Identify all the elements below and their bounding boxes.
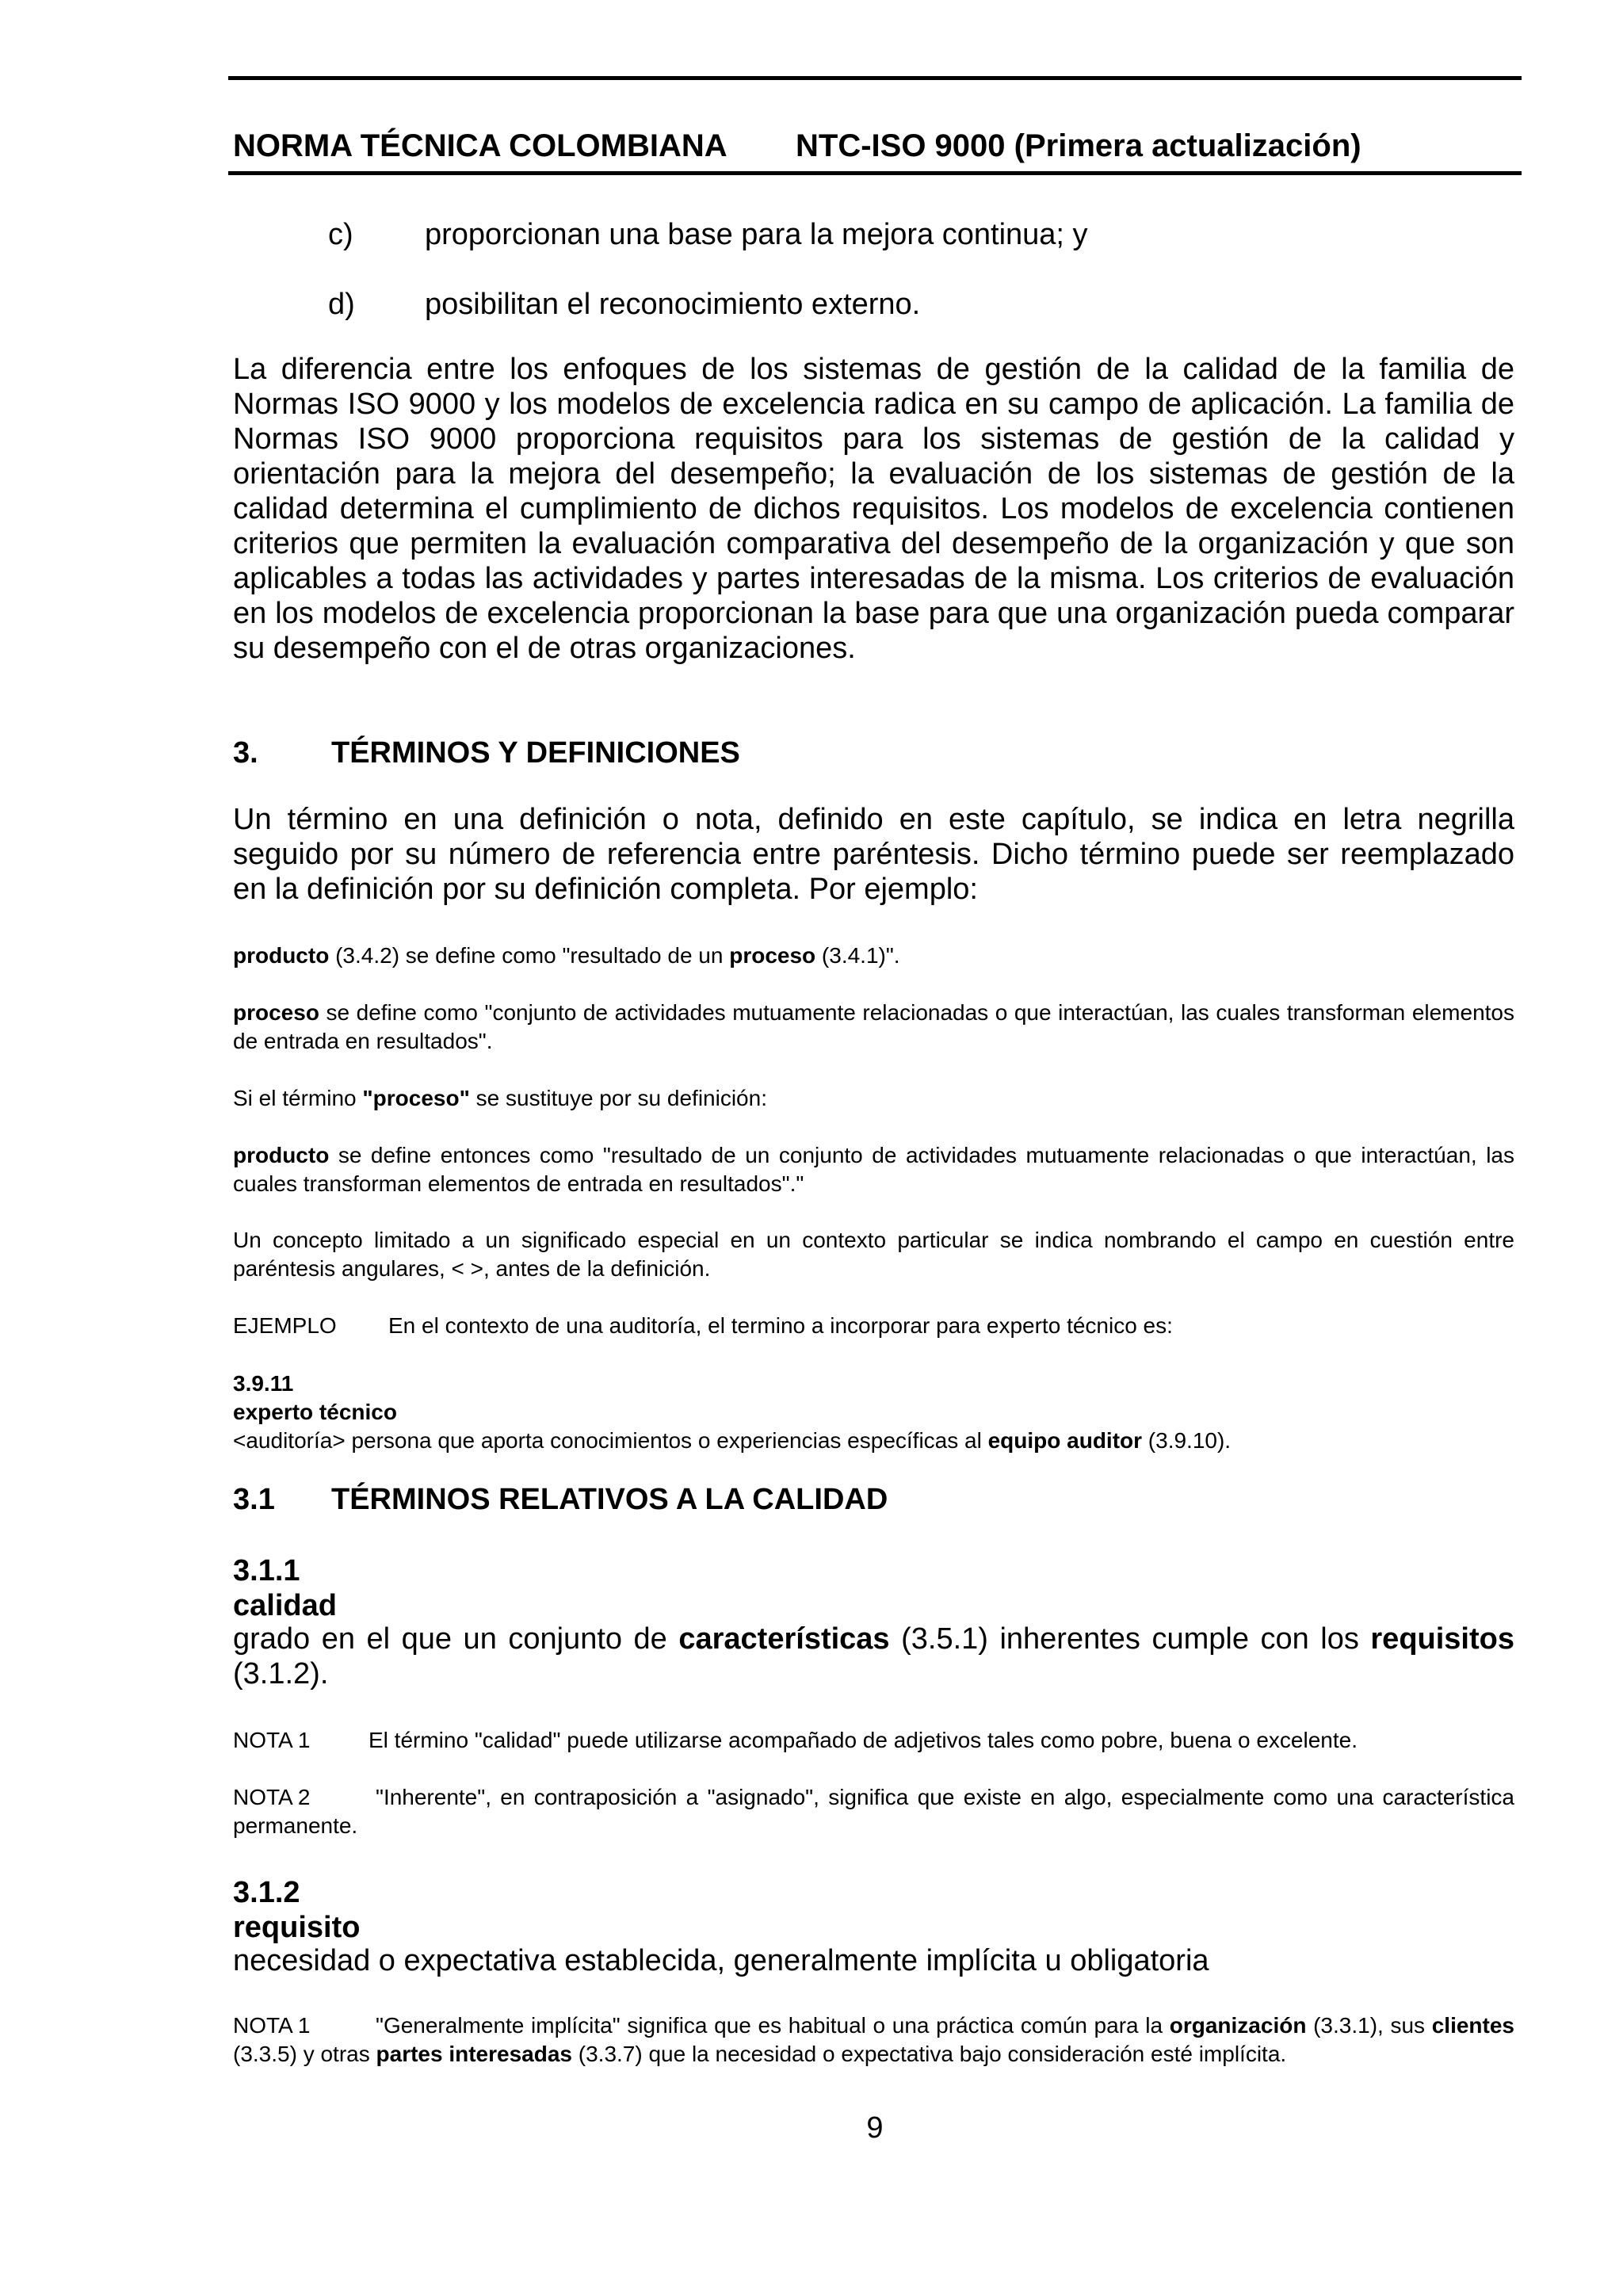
concepto-limitado-paragraph: Un concepto limitado a un significado especial en un contexto particular se indica nombrando el campo en cuestión entre paréntesis angulares, < >, antes de la definición. [233, 1228, 1514, 1281]
section-3-1-number: 3.1 [233, 1483, 275, 1516]
header-bottom-rule [228, 171, 1522, 175]
def-3-1-1-nota-1: NOTA 1 El término "calidad" puede utilizarse acompañado de adjetivos tales como pobre, buena o excelente. [233, 1728, 1358, 1752]
section-3-paragraph: Un término en una definición o nota, definido en este capítulo, se indica en letra negrilla seguido por su número de referencia entre paréntesis. Dicho término puede ser reemplazado en la definición por su definición completa. Por ejemplo: [233, 803, 1514, 906]
ejemplo-line [233, 1312, 1514, 1340]
section-3-1-heading [233, 1482, 888, 1517]
ejemplo-label: EJEMPLO [233, 1313, 337, 1338]
example-producto-expandido: producto se define entonces como "resultado de un conjunto de actividades mutuamente relacionadas o que interactúan, las cuales transforman elementos de entrada en resultados"." [233, 1143, 1514, 1196]
section-3-heading [233, 735, 740, 770]
def-3-1-1-definition: grado en el que un conjunto de características (3.5.1) inherentes cumple con los requisitos (3.1.2). [233, 1622, 1514, 1690]
example-sustitucion: Si el término "proceso" se sustituye por su definición: [233, 1086, 767, 1110]
def-3-1-1-number: 3.1.1 [233, 1554, 300, 1587]
ref-definition: <auditoría> persona que aporta conocimientos o experiencias específicas al equipo auditor (3.9.10). [233, 1428, 1232, 1453]
example-producto: producto (3.4.2) se define como "resultado de un proceso (3.4.1)". [233, 943, 900, 968]
def-3-1-2-number: 3.1.2 [233, 1876, 300, 1909]
intro-paragraph: La diferencia entre los enfoques de los sistemas de gestión de la calidad de la familia de Normas ISO 9000 y los modelos de excelencia radica en su campo de aplicación. La familia de Normas ISO 9000 proporciona requisitos para los sistemas de gestión de la calidad y orientación para la mejora del desempeño; la evaluación de los sistemas de gestión de la calidad determina el cumplimiento de dichos requisitos. Los modelos de excelencia contienen criterios que permiten la evaluación comparativa del desempeño de la organización y que son aplicables a todas las actividades y partes interesadas de la misma. Los criterios de evaluación en los modelos de excelencia proporcionan la base para que una organización pueda comparar su desempeño con el de otras organizaciones. [233, 353, 1514, 665]
section-3-title: TÉRMINOS Y DEFINICIONES [331, 736, 740, 770]
def-3-1-2-definition: necesidad o expectativa establecida, generalmente implícita u obligatoria [233, 1944, 1209, 1977]
ref-number: 3.9.11 [233, 1371, 294, 1396]
list-label-d: d) [328, 288, 355, 321]
ref-term: experto técnico [233, 1400, 397, 1424]
section-3-number: 3. [233, 736, 258, 770]
def-3-1-2-term: requisito [233, 1911, 361, 1944]
list-text-c: proporcionan una base para la mejora continua; y [425, 218, 1088, 251]
page-number: 9 [866, 2111, 884, 2145]
list-label-c: c) [328, 218, 353, 251]
def-3-1-1-term: calidad [233, 1589, 337, 1622]
ejemplo-text: En el contexto de una auditoría, el termino a incorporar para experto técnico es: [388, 1313, 1173, 1338]
example-proceso: proceso se define como "conjunto de actividades mutuamente relacionadas o que interactúan, las cuales transforman elementos de entrada en resultados". [233, 1000, 1514, 1053]
list-text-d: posibilitan el reconocimiento externo. [425, 288, 921, 321]
def-3-1-1-nota-2: NOTA 2 "Inherente", en contraposición a "asignado", significa que existe en algo, especialmente como una característica permanente. [233, 1785, 1514, 1838]
section-3-1-title: TÉRMINOS RELATIVOS A LA CALIDAD [331, 1483, 888, 1516]
def-3-1-2-nota-1: NOTA 1 "Generalmente implícita" significa que es habitual o una práctica común para la organización (3.3.1), sus clientes (3.3.5) y otras partes interesadas (3.3.7) que la necesidad o expectativa bajo consideración esté implícita. [233, 2013, 1514, 2066]
header-top-rule [228, 76, 1522, 80]
header-document-code: NTC-ISO 9000 (Primera actualización) [796, 128, 1361, 163]
header-standard-name: NORMA TÉCNICA COLOMBIANA [233, 128, 727, 163]
